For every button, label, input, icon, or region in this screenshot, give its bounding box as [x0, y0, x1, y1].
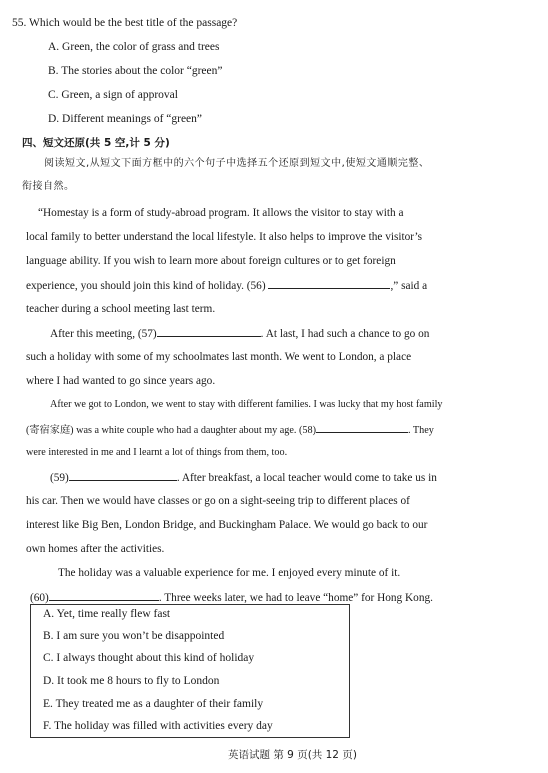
answer-blank-58	[316, 422, 408, 433]
passage-text: After this meeting, (57)	[50, 328, 157, 340]
choices-box	[30, 604, 350, 738]
choice-f: F. The holiday was filled with activities every day	[43, 720, 273, 732]
choice-e: E. They treated me as a daughter of their family	[43, 698, 264, 710]
passage-line: “Homestay is a form of study-abroad program. It allows the visitor to stay with a	[38, 207, 404, 219]
passage-line-with-blank-56	[26, 278, 427, 293]
passage-line: interest like Big Ben, London Bridge, and Buckingham Palace. We would go back to our	[26, 519, 428, 531]
passage-text: (60)	[30, 592, 49, 604]
passage-text: . They	[407, 425, 434, 436]
option-d: D. Different meanings of “green”	[48, 113, 203, 125]
choice-c: C. I always thought about this kind of holiday	[43, 652, 255, 664]
section-instruction-line1: 阅读短文,从短文下面方框中的六个句子中选择五个还原到短文中,使短文通顺完整、	[44, 158, 430, 169]
passage-line: After we got to London, we went to stay with different families. I was lucky that my host family	[50, 399, 443, 410]
page-footer: 英语试题 第 9 页(共 12 页)	[228, 749, 357, 761]
passage-line: such a holiday with some of my schoolmates last month. We went to London, a place	[26, 351, 412, 363]
passage-text: . At last, I had such a chance to go on	[260, 328, 430, 340]
section-instruction-line2: 衔接自然。	[22, 181, 75, 192]
answer-blank-59	[69, 470, 177, 481]
passage-text: (59)	[50, 472, 69, 484]
passage-line: were interested in me and I learnt a lot of things from them, too.	[26, 447, 288, 458]
option-c: C. Green, a sign of approval	[48, 89, 178, 101]
question-55-title: 55. Which would be the best title of the passage?	[12, 17, 238, 29]
answer-blank-60	[49, 590, 159, 601]
passage-line: own homes after the activities.	[26, 543, 165, 555]
choice-d: D. It took me 8 hours to fly to London	[43, 675, 220, 687]
option-a: A. Green, the color of grass and trees	[48, 41, 220, 53]
passage-line: teacher during a school meeting last term.	[26, 303, 216, 315]
answer-blank-56	[268, 278, 390, 289]
passage-line: where I had wanted to go since years ago.	[26, 375, 216, 387]
choice-b: B. I am sure you won’t be disappointed	[43, 630, 225, 642]
passage-text: (寄宿家庭) was a white couple who had a daughter about my age. (58)	[26, 425, 316, 436]
option-b: B. The stories about the color “green”	[48, 65, 223, 77]
answer-blank-57	[157, 326, 261, 337]
passage-line-with-blank-58	[26, 422, 434, 438]
passage-line-with-blank-57	[50, 326, 429, 341]
passage-line: language ability. If you wish to learn more about foreign cultures or to get foreign	[26, 255, 396, 267]
passage-line: local family to better understand the local lifestyle. It also helps to improve the visitor’s	[26, 231, 423, 243]
choice-a: A. Yet, time really flew fast	[43, 608, 171, 620]
passage-text: experience, you should join this kind of holiday. (56)	[26, 280, 266, 292]
passage-line: his car. Then we would have classes or go on a sight-seeing trip to different places of	[26, 495, 410, 507]
passage-line-with-blank-60	[30, 590, 433, 605]
passage-text: ,” said a	[390, 280, 428, 292]
passage-text: . Three weeks later, we had to leave “home” for Hong Kong.	[158, 592, 433, 604]
section-title: 四、短文还原(共 5 空,计 5 分)	[22, 137, 170, 149]
passage-line: The holiday was a valuable experience for me. I enjoyed every minute of it.	[58, 567, 401, 579]
passage-line-with-blank-59	[50, 470, 437, 485]
passage-text: . After breakfast, a local teacher would come to take us in	[176, 472, 437, 484]
